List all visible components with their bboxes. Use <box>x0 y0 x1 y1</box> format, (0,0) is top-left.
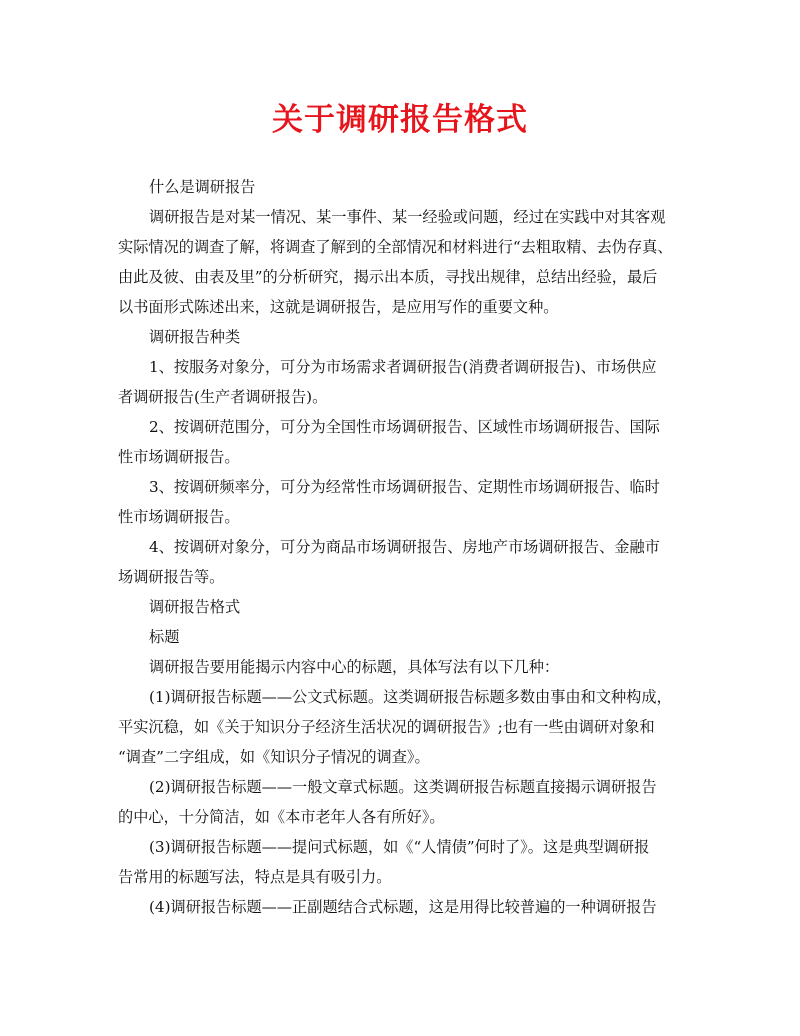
paragraph-line: 由此及彼、由表及里”的分析研究，揭示出本质，寻找出规律，总结出经验，最后 <box>118 268 658 286</box>
paragraph <box>118 412 686 472</box>
paragraph-line: 标题 <box>149 628 180 646</box>
paragraph-line: 告常用的标题写法，特点是具有吸引力。 <box>118 868 392 886</box>
paragraph-line: 4、按调研对象分，可分为商品市场调研报告、房地产市场调研报告、金融市 <box>149 538 660 556</box>
paragraph-line: (2)调研报告标题——一般文章式标题。这类调研报告标题直接揭示调研报告 <box>149 778 657 796</box>
paragraph <box>118 622 686 652</box>
paragraph <box>118 322 686 352</box>
paragraph <box>118 472 686 532</box>
paragraph-line: 性市场调研报告。 <box>118 448 240 466</box>
paragraph <box>118 892 686 922</box>
paragraph <box>118 832 686 892</box>
paragraph-line: 调研报告格式 <box>149 598 241 616</box>
paragraph-line: 1、按服务对象分，可分为市场需求者调研报告(消费者调研报告)、市场供应 <box>149 358 657 376</box>
paragraph-line: (1)调研报告标题——公文式标题。这类调研报告标题多数由事由和文种构成， <box>149 688 672 706</box>
paragraph <box>118 172 686 202</box>
paragraph <box>118 202 686 322</box>
paragraph-line: 性市场调研报告。 <box>118 508 240 526</box>
paragraph-line: 者调研报告(生产者调研报告)。 <box>118 388 328 406</box>
paragraph <box>118 352 686 412</box>
paragraph-line: 平实沉稳，如《关于知识分子经济生活状况的调研报告》;也有一些由调研对象和 <box>118 718 655 736</box>
paragraph-line: 调研报告要用能揭示内容中心的标题，具体写法有以下几种： <box>149 658 560 676</box>
paragraph-line: 以书面形式陈述出来，这就是调研报告，是应用写作的重要文种。 <box>118 298 559 316</box>
document-title: 关于调研报告格式 <box>272 102 528 138</box>
paragraph-line: 3、按调研频率分，可分为经常性市场调研报告、定期性市场调研报告、临时 <box>149 478 660 496</box>
paragraph <box>118 532 686 592</box>
paragraph-line: 什么是调研报告 <box>149 178 256 196</box>
paragraph <box>118 772 686 832</box>
paragraph-line: 调研报告种类 <box>149 328 241 346</box>
paragraph-line: 实际情况的调查了解，将调查了解到的全部情况和材料进行“去粗取精、去伪存真、 <box>118 238 673 256</box>
paragraph <box>118 682 686 772</box>
paragraph-line: 2、按调研范围分，可分为全国性市场调研报告、区域性市场调研报告、国际 <box>149 418 660 436</box>
paragraph-line: 调研报告是对某一情况、某一事件、某一经验或问题，经过在实践中对其客观 <box>149 208 666 226</box>
paragraph <box>118 592 686 622</box>
paragraph-line: (3)调研报告标题——提问式标题，如《“人情债”何时了》。这是典型调研报 <box>149 838 650 856</box>
paragraph-line: 的中心，十分简洁，如《本市老年人各有所好》。 <box>118 808 445 826</box>
paragraph-line: 场调研报告等。 <box>118 568 225 586</box>
paragraph-line: “调查”二字组成，如《知识分子情况的调查》。 <box>118 748 430 766</box>
paragraph <box>118 652 686 682</box>
document-body <box>118 172 686 922</box>
paragraph-line: (4)调研报告标题——正副题结合式标题，这是用得比较普遍的一种调研报告 <box>149 898 657 916</box>
